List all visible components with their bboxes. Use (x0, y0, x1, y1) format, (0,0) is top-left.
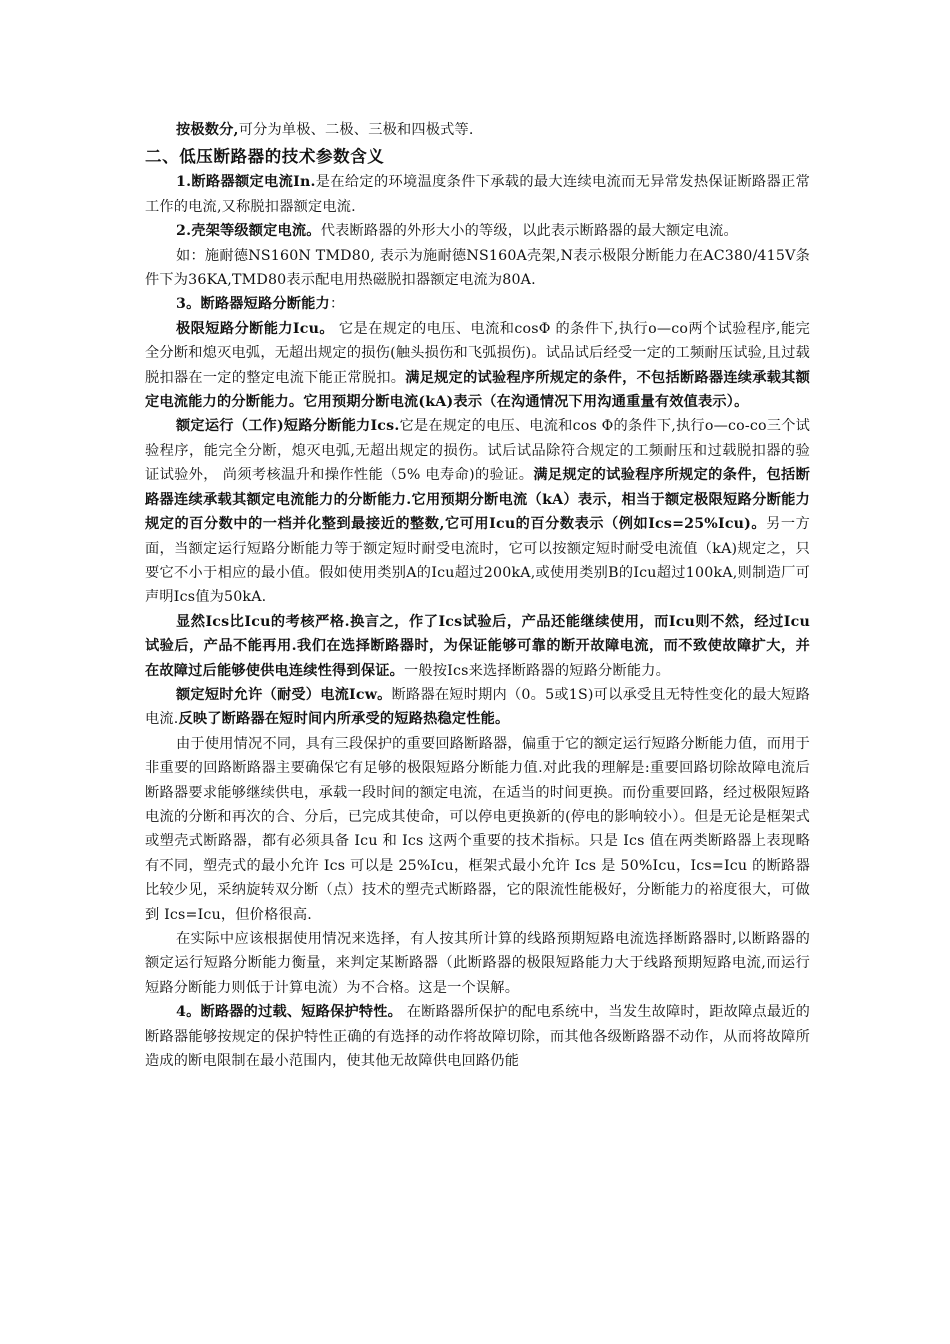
text-run: 由于使用情况不同，具有三段保护的重要回路断路器，偏重于它的额定运行短路分断能力值，而用于非重要的回路断路器主要确保它有足够的极限短路分断能力值.对此我的理解是:重要回路切除故障电流后断路器要求能够继续供电，承载一段时间的额定电流，在适当的时间更换。而份重要回路，经过极限短路电流的分断和再次的合、分后，已完成其使命，可以停电更换新的(停电的影响较小）。但是无论是框架式或塑壳式断路器，都有必须具备 Icu 和 Ics 这两个重要的技术指标。只是 Ics 值在两类断路器上表现略有不同，塑壳式的最小允许 Ics 可以是 25%Icu，框架式最小允许 Ics 是 50%Icu，Ics=Icu 的断路器比较少见，采纳旋转双分断（点）技术的塑壳式断路器，它的限流性能极好，分断能力的裕度很大，可做到 Ics=Icu，但价格很高. (145, 735, 810, 923)
text-run: ： (329, 296, 345, 313)
bold-text-run: 4。断路器的过载、短路保护特性。 (176, 1004, 403, 1021)
paragraph (145, 317, 810, 415)
bold-text-run: 满足规定的试验程序所规定的条件，不包括断路器连续承载其额定电流能力的分断能力。它用预期分断电流(kA)表示（在沟通情况下用沟通重量有效值表示）。 (145, 369, 810, 411)
text-run: 它是在规定的电压、电流和cos Φ的条件下,执行o—co-co三个试验程序，能完全分断，熄灭电弧,无超出规定的损伤。试后试品除符合规定的工频耐压和过载脱扣器的验证试验外， 尚须考核温升和操作性能（5% 电寿命)的验证。 (145, 418, 811, 484)
bold-text-run: 满足规定的试验程序所规定的条件，包括断路器连续承载其额定电流能力的分断能力.它用预期分断电流（kA）表示，相当于额定极限短路分断能力规定的百分数中的一档并化整到最接近的整数,它可用Icu的百分数表示（例如Ics=25%Icu)。 (145, 467, 810, 533)
paragraph (145, 927, 810, 1000)
paragraph (145, 118, 810, 142)
text-run: 如：施耐德NS160N TMD80, 表示为施耐德NS160A壳架,N表示极限分断能力在AC380/415V条件下为36KA,TMD80表示配电用热磁脱扣器额定电流为80A. (145, 247, 810, 289)
paragraph (145, 292, 810, 316)
bold-text-run: 2.壳架等级额定电流。 (176, 223, 321, 240)
text-run: 另一方面，当额定运行短路分断能力等于额定短时耐受电流时，它可以按额定短时耐受电流值（kA)规定之，只要它不小于相应的最小值。假如使用类别A的Icu超过200kA,或使用类别B的Icu超过100kA,则制造厂可声明Ics值为50kA. (145, 516, 810, 606)
paragraph (145, 244, 810, 293)
paragraph (145, 1000, 810, 1073)
text-run: 在实际中应该根据使用情况来选择，有人按其所计算的线路预期短路电流选择断路器时,以断路器的额定运行短路分断能力衡量，来判定某断路器（此断路器的极限短路能力大于线路预期短路电流,而运行短路分断能力则低于计算电流）为不合格。这是一个误解。 (145, 931, 810, 996)
paragraph (145, 732, 810, 927)
text-run: 一般按Ics来选择断路器的短路分断能力。 (403, 662, 671, 679)
bold-text-run: 3。断路器短路分断能力 (176, 296, 330, 313)
bold-text-run: 反映了断路器在短时间内所承受的短路热稳定性能。 (178, 711, 510, 728)
text-run: 可分为单极、二极、三极和四极式等. (238, 122, 474, 138)
bold-text-run: 额定短时允许（耐受）电流Icw。 (176, 686, 392, 703)
document-page (145, 118, 810, 1073)
bold-text-run: 按极数分, (176, 122, 239, 138)
bold-text-run: 显然Ics比Icu的考核严格.换言之，作了Ics试验后，产品还能继续使用，而Icu则不然，经过Icu试验后，产品不能再用.我们在选择断路器时，为保证能够可靠的断开故障电流，而不致使故障扩大，并在故障过后能够使供电连续性得到保证。 (145, 613, 810, 679)
paragraph (145, 170, 810, 219)
bold-text-run: 1.断路器额定电流In. (176, 174, 316, 191)
text-run: 它是在规定的电压、电流和cosΦ 的条件下,执行o—co两个试验程序,能完全分断和熄灭电弧，无超出规定的损伤(触头损伤和飞弧损伤)。试品试后经受一定的工频耐压试验,且过载脱扣器在一定的整定电流下能正常脱扣。 (145, 320, 810, 386)
paragraph (145, 610, 810, 683)
text-run: 在断路器所保护的配电系统中，当发生故障时，距故障点最近的断路器能够按规定的保护特性正确的有选择的动作将故障切除，而其他各级断路器不动作，从而将故障所造成的断电限制在最小范围内，使其他无故障供电回路仍能 (145, 1004, 811, 1070)
paragraph (145, 683, 810, 732)
text-run: 代表断路器的外形大小的等级，以此表示断路器的最大额定电流。 (320, 223, 738, 240)
text-run: 断路器在短时期内（0。5或1S)可以承受且无特性变化的最大短路电流. (145, 686, 810, 728)
text-run: 是在给定的环境温度条件下承载的最大连续电流而无异常发热保证断路器正常工作的电流,又称脱扣器额定电流. (145, 174, 810, 215)
bold-text-run: 极限短路分断能力Icu。 (176, 320, 334, 337)
bold-text-run: 额定运行（工作)短路分断能力Ics. (176, 418, 400, 435)
bold-text-run: 二、低压断路器的技术参数含义 (145, 147, 385, 167)
section-heading (145, 144, 810, 170)
paragraph (145, 219, 810, 243)
paragraph (145, 414, 810, 609)
